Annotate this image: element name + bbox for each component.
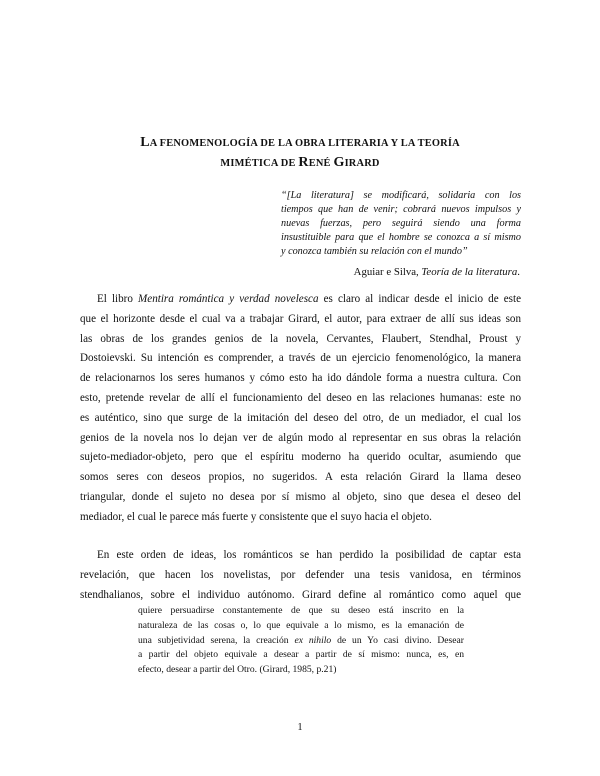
quote-line: quiere persuadirse constantemente de que su deseo está inscrito en la	[138, 605, 464, 616]
epigraph-line: y conozca también su relación con el mundo”	[281, 245, 468, 257]
paragraph-line: mediador, el cual le parece más fuerte y consistente que el suyo hacia el objeto.	[80, 510, 432, 523]
paragraph-line: En este orden de ideas, los románticos se han perdido la posibilidad de captar esta	[97, 549, 521, 561]
paragraph-line: genios de la novela nos lo dejan ver de algún modo al representar en sus obras la relación	[80, 431, 521, 444]
attribution-period: .	[517, 266, 520, 278]
paragraph-line: triangular, donde el sujeto no desea por sí mismo al objeto, sino que desea el deseo del	[80, 490, 521, 503]
title-text-1: A FENOMENOLOGÍA DE LA OBRA LITERARIA Y LA TEORÍA	[149, 138, 460, 149]
title-initial-g: G	[333, 155, 345, 170]
text-run: es claro al indicar desde el inicio de este	[318, 293, 521, 305]
title-text-2c: IRARD	[344, 158, 380, 169]
epigraph-attribution	[354, 265, 520, 279]
paragraph-line: Dostoievski. Su intención es comprender, a través de un ejercicio fenomenológico, la manera	[80, 352, 521, 365]
title-initial-r: R	[298, 155, 309, 170]
epigraph	[281, 189, 521, 259]
paragraph-line: stendhalianos, sobre el individuo autónomo. Girard define al romántico como aquel que	[80, 588, 521, 601]
latin-phrase: ex nihilo	[294, 634, 332, 646]
epigraph-line: nuevas fuerzas, pero seguirá siendo una forma	[281, 217, 521, 229]
title-line-2	[80, 153, 520, 173]
quote-line: a partir del objeto equivale a desear a partir de sí mismo: nunca, es, en	[138, 649, 464, 661]
paragraph-line: revelación, que hacen los novelistas, por defender una tesis vanidosa, en términos	[80, 568, 521, 581]
title-line-1	[80, 133, 520, 153]
text-run: de un Yo casi divino. Desear	[331, 634, 464, 646]
block-quote	[138, 604, 464, 678]
paragraph-line: es auténtico, sino que surge de la imitación del deseo del otro, de un mediador, el cual los	[80, 411, 521, 424]
quote-line	[138, 634, 464, 649]
text-run: una subjetividad serena, la creación	[138, 634, 295, 646]
attribution-work-title: Teoría de la literatura	[421, 266, 518, 278]
quote-line: naturaleza de las cosas o, lo que equivale a lo mismo, es la emanación de	[138, 619, 464, 631]
attribution-author: Aguiar e Silva,	[353, 266, 422, 278]
paragraph-line: sujeto-mediador-objeto, pero que el espíritu moderno ha querido ocultar, asumiendo que	[80, 451, 521, 464]
paragraph-line: las obras de los grandes genios de la novela, Cervantes, Flaubert, Stendhal, Proust y	[80, 332, 521, 345]
paragraph-line: somos seres con deseos propios, no sugeridos. A esta relación Girard la llama deseo	[80, 471, 521, 484]
title-text-2b: ENÉ	[308, 158, 334, 169]
book-title: Mentira romántica y verdad novelesca	[138, 293, 319, 305]
text-run: El libro	[97, 293, 139, 305]
paragraph-1	[80, 290, 521, 528]
document-title	[80, 133, 520, 173]
title-text-2a: MIMÉTICA DE	[220, 158, 299, 169]
epigraph-line: “[La literatura] se modificará, solidaria con los	[281, 190, 521, 201]
paragraph-line: de relacionarnos los seres humanos y cómo esto ha ido dándole forma a nuestra cultura. Con	[80, 372, 521, 385]
paragraph-line: esto, pretende revelar de allí el funcionamiento del deseo en las relaciones humanas: este no	[80, 391, 521, 404]
page-number: 1	[297, 722, 303, 733]
paragraph-line	[80, 290, 521, 310]
title-initial-l: L	[140, 135, 150, 150]
paragraph-line: que el horizonte desde el cual va a trabajar Girard, el autor, para extraer de allí sus ideas son	[80, 312, 521, 325]
quote-line: efecto, desear a partir del Otro. (Girard, 1985, p.21)	[138, 664, 337, 676]
epigraph-line: tiempos que han de venir; cobrará nuevos impulsos y	[281, 203, 521, 215]
paragraph-2	[80, 546, 521, 605]
epigraph-line: insustituible para que el hombre se conozca a sí mismo	[281, 231, 521, 243]
